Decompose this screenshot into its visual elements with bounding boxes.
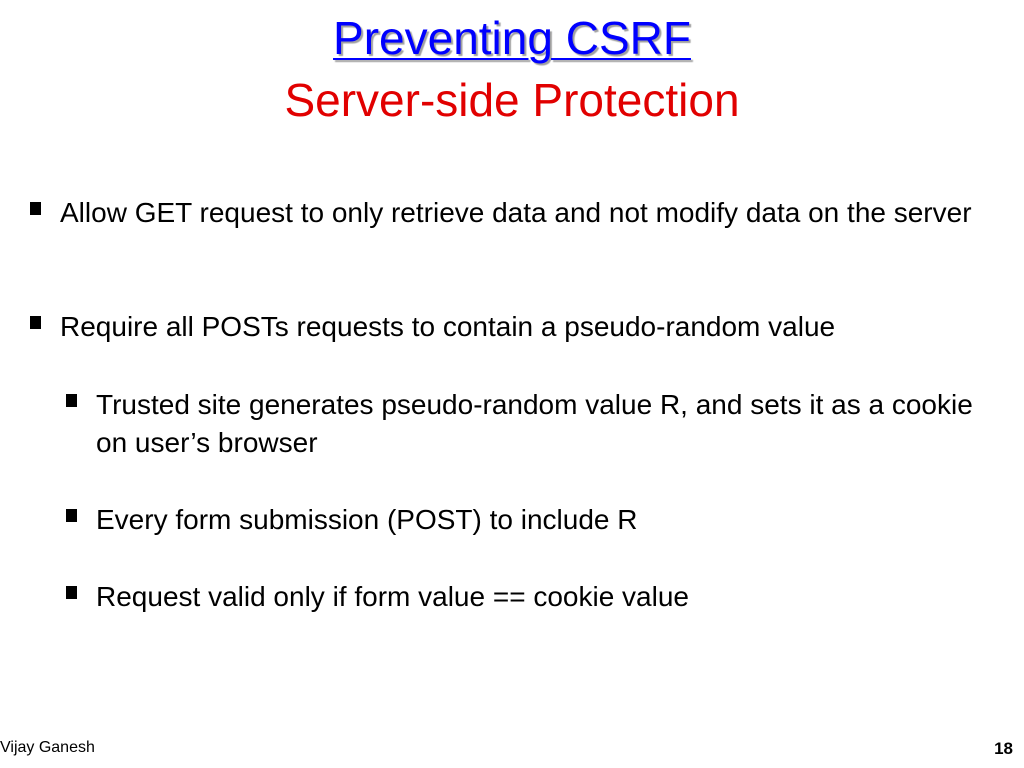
sub-bullet-text: Request valid only if form value == cookie value: [96, 581, 689, 612]
sub-bullet-text: Trusted site generates pseudo-random value R, and sets it as a cookie on user’s browser: [96, 389, 973, 458]
bullet-text: Require all POSTs requests to contain a pseudo-random value: [60, 311, 836, 342]
bullet-text: Allow GET request to only retrieve data and not modify data on the server: [60, 197, 972, 228]
square-bullet-icon: [66, 509, 77, 522]
square-bullet-icon: [66, 586, 77, 599]
bullet-item: [30, 308, 990, 346]
square-bullet-icon: [30, 202, 41, 215]
sub-bullet-item: [66, 578, 986, 616]
sub-bullet-text: Every form submission (POST) to include R: [96, 504, 638, 535]
slide-subtitle: Server-side Protection: [284, 74, 740, 126]
slide-title: Preventing CSRF: [333, 12, 691, 64]
square-bullet-icon: [30, 316, 41, 329]
footer-author: Vijay Ganesh: [0, 739, 95, 756]
sub-bullet-item: [66, 501, 986, 539]
sub-bullet-item: [66, 386, 986, 462]
bullet-item: [30, 194, 990, 232]
square-bullet-icon: [66, 394, 77, 407]
page-number: 18: [994, 739, 1013, 758]
